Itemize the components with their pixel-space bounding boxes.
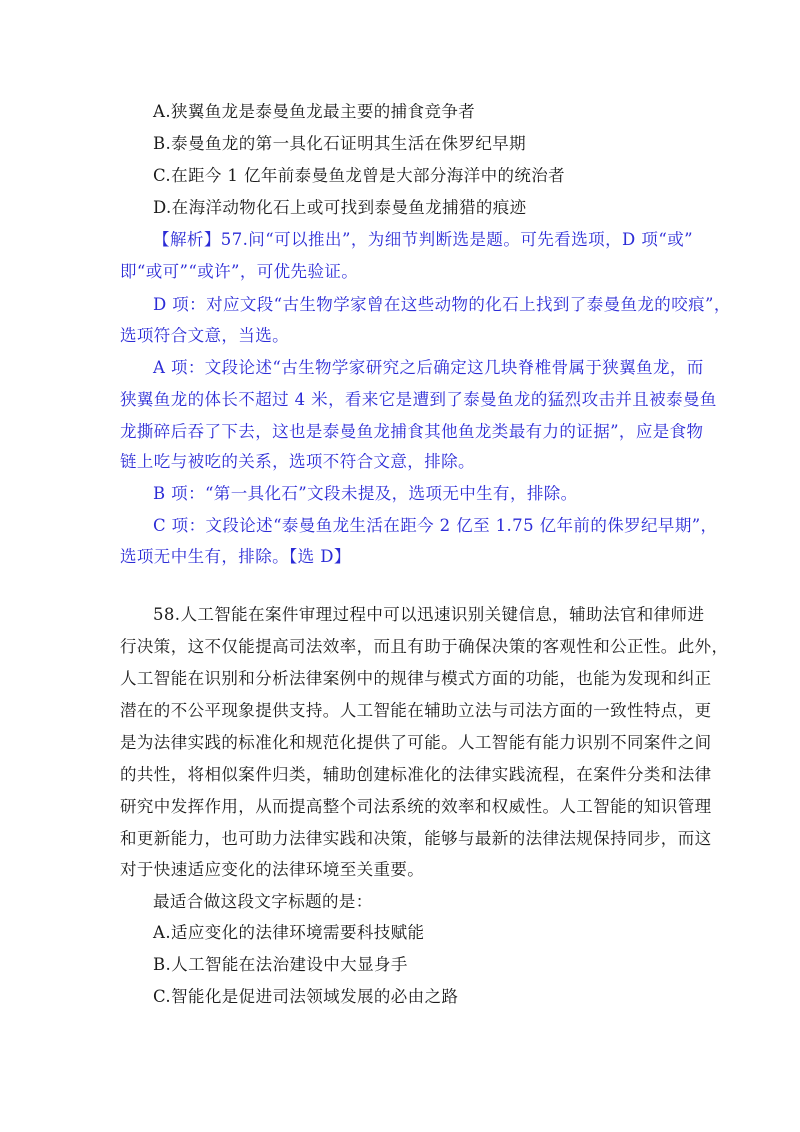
analysis-d-item-line: 选项符合文意，当选。 bbox=[120, 326, 289, 345]
q58-passage-line: 58.人工智能在案件审理过程中可以迅速识别关键信息，辅助法官和律师进 bbox=[153, 605, 705, 624]
q58-question: 最适合做这段文字标题的是： bbox=[153, 892, 373, 911]
q58-passage-line: 潜在的不公平现象提供支持。人工智能在辅助立法与司法方面的一致性特点，更 bbox=[120, 701, 712, 720]
analysis-b-item-line: B 项：“第一具化石”文段未提及，选项无中生有，排除。 bbox=[153, 484, 578, 503]
q57-option-b: B.泰曼鱼龙的第一具化石证明其生活在侏罗纪早期 bbox=[153, 134, 527, 153]
analysis-intro-line: 【解析】57.问“可以推出”，为细节判断选是题。可先看选项，D 项“或” bbox=[153, 230, 693, 249]
analysis-c-item-line: 选项无中生有，排除。【选 D】 bbox=[120, 547, 351, 566]
q58-option-b: B.人工智能在法治建设中大显身手 bbox=[153, 955, 408, 974]
analysis-d-item-line: D 项：对应文段“古生物学家曾在这些动物的化石上找到了泰曼鱼龙的咬痕”， bbox=[153, 295, 731, 314]
q58-passage-line: 的共性，将相似案件归类，辅助创建标准化的法律实践流程，在案件分类和法律 bbox=[120, 765, 712, 784]
q58-passage-line: 行决策，这不仅能提高司法效率，而且有助于确保决策的客观性和公正性。此外， bbox=[120, 637, 729, 656]
q58-option-a: A.适应变化的法律环境需要科技赋能 bbox=[153, 923, 425, 942]
analysis-a-item-line: 链上吃与被吃的关系，选项不符合文意，排除。 bbox=[120, 452, 475, 471]
analysis-c-item-line: C 项：文段论述“泰曼鱼龙生活在距今 2 亿至 1.75 亿年前的侏罗纪早期”， bbox=[153, 516, 718, 535]
analysis-a-item-line: 狭翼鱼龙的体长不超过 4 米，看来它是遭到了泰曼鱼龙的猛烈攻击并且被泰曼鱼 bbox=[120, 390, 717, 409]
q58-passage-line: 是为法律实践的标准化和规范化提供了可能。人工智能有能力识别不同案件之间 bbox=[120, 733, 712, 752]
analysis-a-item-line: 龙撕碎后吞了下去，这也是泰曼鱼龙捕食其他鱼龙类最有力的证据”，应是食物 bbox=[120, 422, 704, 441]
analysis-intro-line: 即“或可”“或许”，可优先验证。 bbox=[120, 262, 359, 281]
q58-passage-line: 和更新能力，也可助力法律实践和决策，能够与最新的法律法规保持同步，而这 bbox=[120, 829, 712, 848]
q58-passage-line: 对于快速适应变化的法律环境至关重要。 bbox=[120, 860, 425, 879]
q57-option-a: A.狭翼鱼龙是泰曼鱼龙最主要的捕食竞争者 bbox=[153, 102, 476, 121]
q58-passage-line: 人工智能在识别和分析法律案例中的规律与模式方面的功能，也能为发现和纠正 bbox=[120, 669, 712, 688]
q57-option-c: C.在距今 1 亿年前泰曼鱼龙曾是大部分海洋中的统治者 bbox=[153, 166, 566, 185]
q58-passage-line: 研究中发挥作用，从而提高整个司法系统的效率和权威性。人工智能的知识管理 bbox=[120, 797, 712, 816]
q57-option-d: D.在海洋动物化石上或可找到泰曼鱼龙捕猎的痕迹 bbox=[153, 198, 527, 217]
q58-option-c: C.智能化是促进司法领域发展的必由之路 bbox=[153, 987, 459, 1006]
analysis-a-item-line: A 项：文段论述“古生物学家研究之后确定这几块脊椎骨属于狭翼鱼龙，而 bbox=[153, 358, 704, 377]
